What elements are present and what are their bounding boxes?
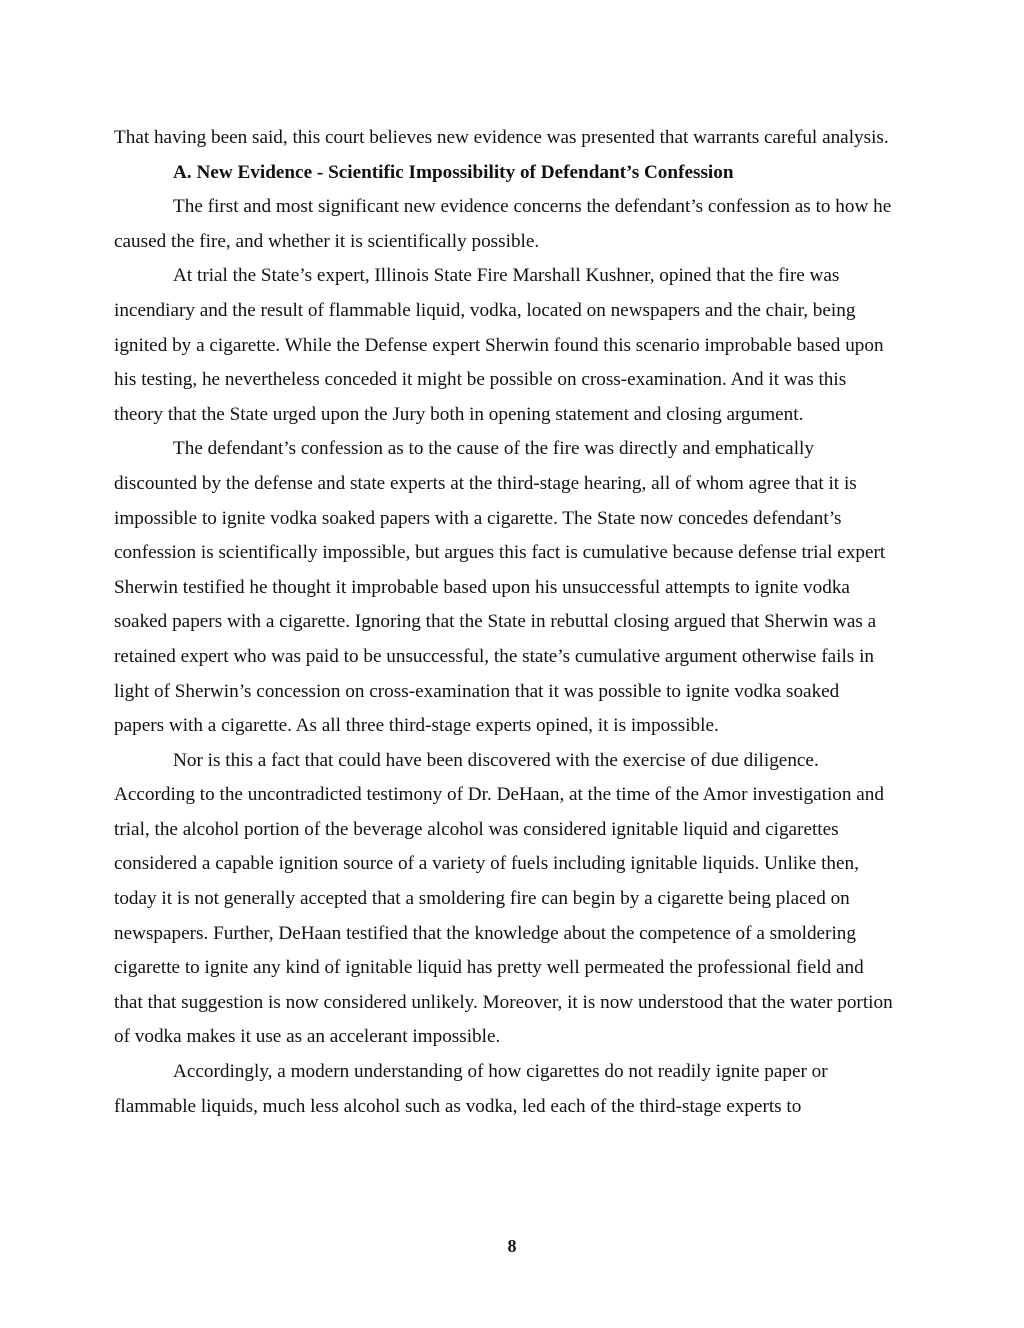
paragraph-confession: The defendant’s confession as to the cause of the fire was directly and emphatically discounted by the defense and state experts at the third-stage hearing, all of whom agree that it is impossible to ignite vodka soaked papers with a cigarette. The State now concedes defendant’s confession is scientifically impossible, but argues this fact is cumulative because defense trial expert Sherwin testified he thought it improbable based upon his unsuccessful attempts to ignite vodka soaked papers with a cigarette. Ignoring that the State in rebuttal closing argued that Sherwin was a retained expert who was paid to be unsuccessful, the state’s cumulative argument otherwise fails in light of Sherwin’s concession on cross-examination that it was possible to ignite vodka soaked papers with a cigarette. As all three third-stage experts opined, it is impossible. <box>114 438 886 737</box>
page-number: 8 <box>507 1236 517 1256</box>
paragraph-accordingly: Accordingly, a modern understanding of how cigarettes do not readily ignite paper or flammable liquids, much less alcohol such as vodka, led each of the third-stage experts to <box>114 1061 828 1117</box>
section-heading: A. New Evidence - Scientific Impossibility of Defendant’s Confession <box>173 161 734 183</box>
paragraph-intro: That having been said, this court believes new evidence was presented that warrants careful analysis. <box>114 127 889 148</box>
paragraph-new-evidence: The first and most significant new evidence concerns the defendant’s confession as to how he caused the fire, and whether it is scientifically possible. <box>114 196 892 252</box>
paragraph-trial-expert: At trial the State’s expert, Illinois State Fire Marshall Kushner, opined that the fire was incendiary and the result of flammable liquid, vodka, located on newspapers and the chair, being ignited by a cigarette. While the Defense expert Sherwin found this scenario improbable based upon his testing, he nevertheless conceded it might be possible on cross-examination. And it was this theory that the State urged upon the Jury both in opening statement and closing argument. <box>114 265 884 425</box>
paragraph-due-diligence: Nor is this a fact that could have been discovered with the exercise of due diligence. According to the uncontradicted testimony of Dr. DeHaan, at the time of the Amor investigation and trial, the alcohol portion of the beverage alcohol was considered ignitable liquid and cigarettes considered a capable ignition source of a variety of fuels including ignitable liquids. Unlike then, today it is not generally accepted that a smoldering fire can begin by a cigarette being placed on newspapers. Further, DeHaan testified that the knowledge about the competence of a smoldering cigarette to ignite any kind of ignitable liquid has pretty well permeated the professional field and that that suggestion is now considered unlikely. Moreover, it is now understood that the water portion of vodka makes it use as an accelerant impossible. <box>114 749 893 1048</box>
body-text <box>114 121 894 1124</box>
